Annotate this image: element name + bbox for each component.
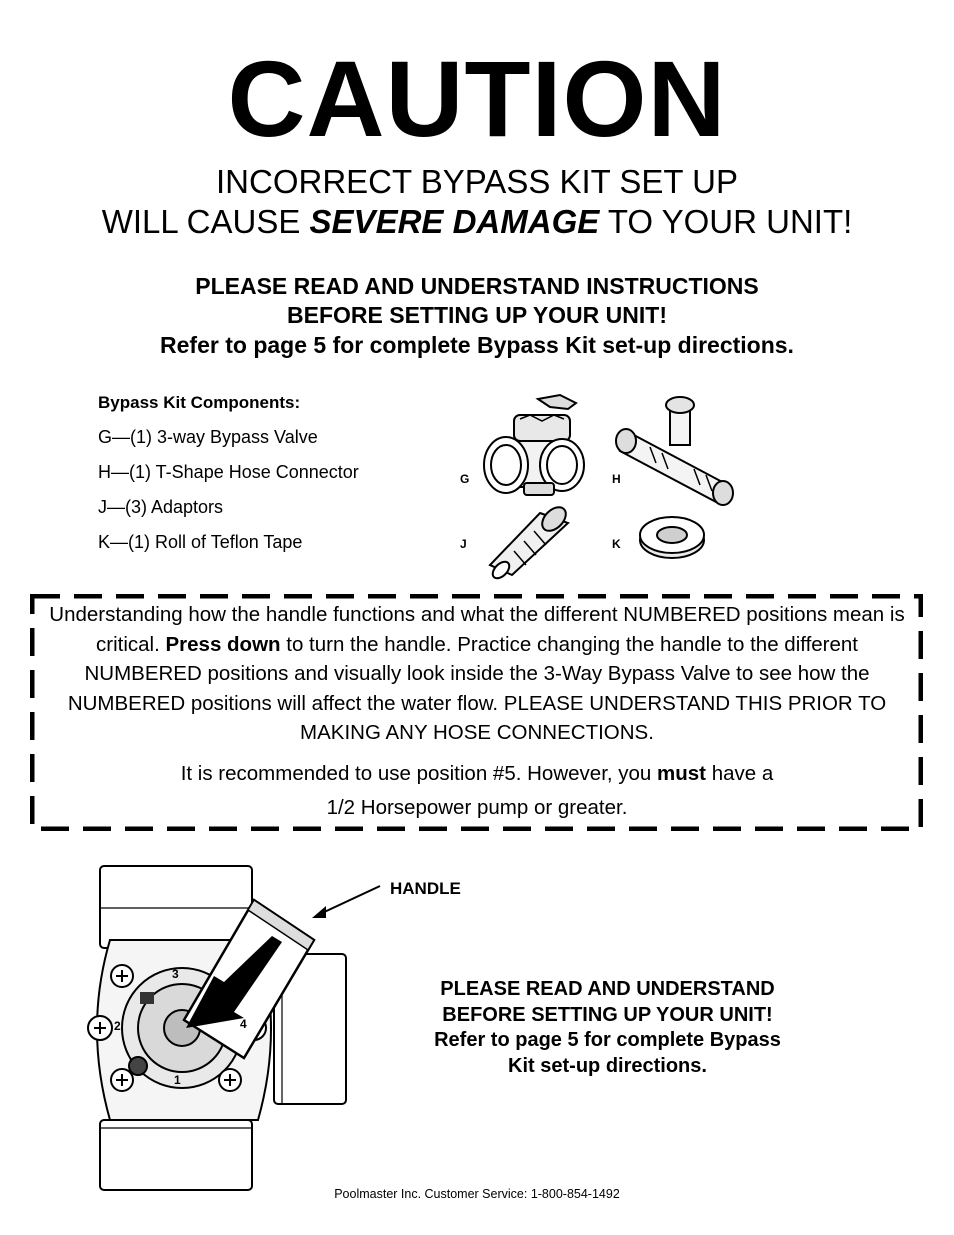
component-item-h: H—(1) T-Shape Hose Connector [98, 462, 359, 482]
t-connector-illustration [616, 397, 733, 505]
warning-prefix: WILL CAUSE [101, 203, 310, 240]
severe-damage-emphasis: SEVERE DAMAGE [309, 203, 600, 240]
recommendation-text-a: It is recommended to use position #5. However, you [180, 762, 658, 785]
instructions-line1: PLEASE READ AND UNDERSTAND INSTRUCTIONS [195, 273, 759, 299]
reminder-block [405, 977, 810, 1079]
notice-text-a: Understanding how the handle functions and what the different NUMBERED positions mean is critical. [49, 603, 905, 656]
components-illustration [450, 385, 750, 585]
position-4-label: 4 [240, 1017, 247, 1031]
instructions-line2: BEFORE SETTING UP YOUR UNIT! [287, 302, 667, 328]
label-k: K [612, 537, 621, 551]
indicator-knob [129, 1057, 147, 1075]
label-g: G [460, 472, 470, 486]
position-1-label: 1 [174, 1073, 181, 1087]
press-down-emphasis: Press down [165, 632, 281, 656]
components-title: Bypass Kit Components: [98, 393, 301, 412]
position-2-label: 2 [114, 1019, 121, 1033]
warning-subtitle-line1: INCORRECT BYPASS KIT SET UP [215, 163, 739, 200]
bypass-valve-illustration [484, 395, 584, 495]
instructions-line3: Refer to page 5 for complete Bypass Kit set-up directions. [160, 332, 794, 358]
notice-text-b: to turn the handle. Practice changing the handle to the different NUMBERED positions and visually look inside the 3-Way Bypass Valve to see how the NUMBERED positions will affect the water flow. PLEASE UNDERSTAND THIS PRIOR TO MAKING ANY HOSE CONNECTIONS. [67, 632, 887, 744]
notice-pump-requirement: 1/2 Horsepower pump or greater. [326, 796, 628, 819]
teflon-tape-illustration [640, 517, 704, 558]
detent-tab [140, 992, 154, 1004]
reminder-line3: Refer to page 5 for complete Bypass [434, 1029, 781, 1051]
reminder-line2: BEFORE SETTING UP YOUR UNIT! [442, 1003, 773, 1026]
handle-label: HANDLE [390, 879, 461, 898]
caution-title: CAUTION [227, 38, 727, 159]
reminder-line1: PLEASE READ AND UNDERSTAND [440, 978, 775, 1000]
warning-subtitle-line2 [0, 202, 954, 242]
adaptor-illustration [490, 503, 571, 582]
notice-recommendation [40, 759, 914, 789]
must-emphasis: must [657, 762, 707, 785]
component-item-k: K—(1) Roll of Teflon Tape [98, 532, 303, 552]
position-3-label: 3 [172, 967, 179, 981]
component-item-j: J—(3) Adaptors [98, 497, 224, 517]
label-h: H [612, 472, 621, 486]
component-item-g: G—(1) 3-way Bypass Valve [98, 427, 318, 447]
notice-paragraph-handle [40, 600, 914, 748]
handle-callout-arrow [300, 880, 400, 930]
label-j: J [460, 537, 467, 551]
recommendation-text-b: have a [706, 762, 774, 785]
warning-suffix: TO YOUR UNIT! [599, 203, 853, 240]
reminder-line4: Kit set-up directions. [508, 1054, 707, 1077]
customer-service-footer: Poolmaster Inc. Customer Service: 1-800-854-1492 [334, 1187, 620, 1201]
